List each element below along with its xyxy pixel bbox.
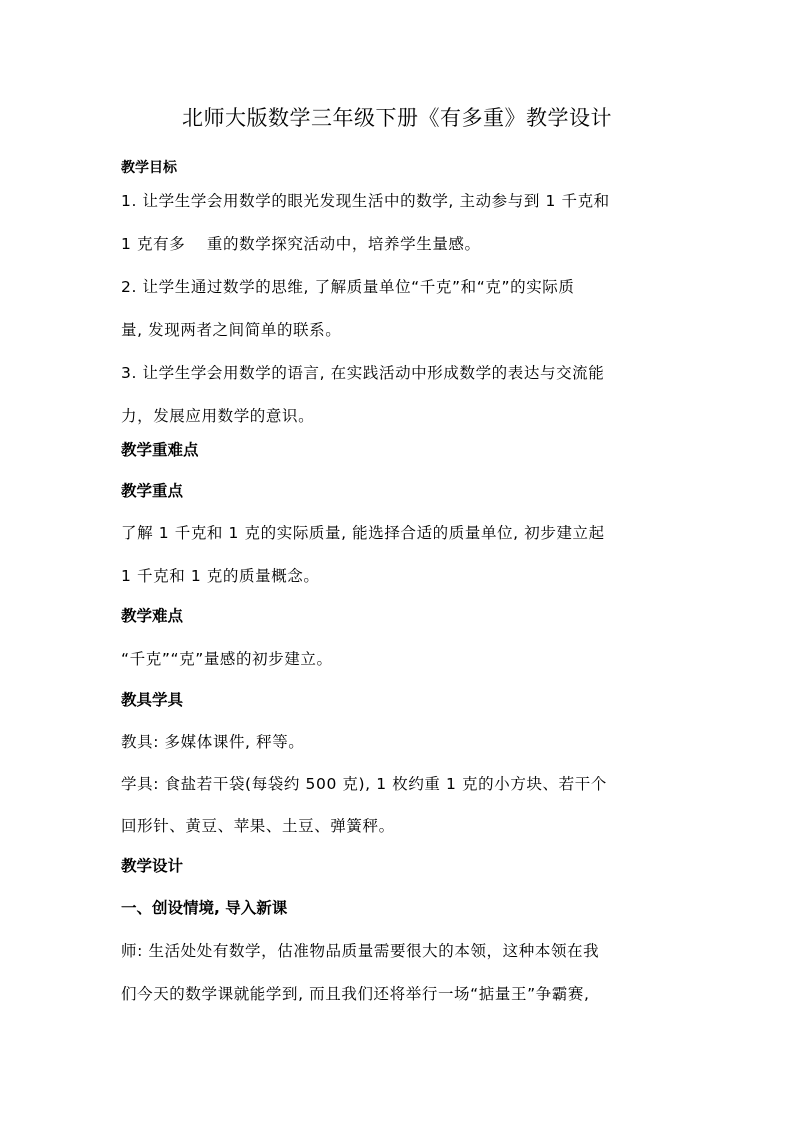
part-one-heading: 一、创设情境, 导入新课 xyxy=(121,899,288,917)
document-title: 北师大版数学三年级下册《有多重》教学设计 xyxy=(182,106,612,130)
objective-1-line-1: 1. 让学生学会用数学的眼光发现生活中的数学, 主动参与到 1 千克和 xyxy=(121,192,610,210)
objective-2-line-2: 量, 发现两者之间简单的联系。 xyxy=(121,321,342,339)
objective-3-line-2: 力，发展应用数学的意识。 xyxy=(121,407,315,425)
part-one-line-2: 们今天的数学课就能学到, 而且我们还将举行一场“掂量王”争霸赛, xyxy=(121,985,590,1003)
key-points-line-2: 1 千克和 1 克的质量概念。 xyxy=(121,567,320,585)
difficult-points-line-1: “千克”“克”量感的初步建立。 xyxy=(121,650,333,668)
teacher-materials: 教具: 多媒体课件, 秤等。 xyxy=(121,733,305,751)
objective-1-line-2: 1 克有多 重的数学探究活动中，培养学生量感。 xyxy=(121,235,481,253)
difficult-points-heading: 教学难点 xyxy=(121,607,184,625)
key-points-line-1: 了解 1 千克和 1 克的实际质量, 能选择合适的质量单位, 初步建立起 xyxy=(121,524,605,542)
objectives-heading: 教学目标 xyxy=(121,160,177,176)
materials-heading: 教具学具 xyxy=(121,691,184,709)
part-one-line-1: 师: 生活处处有数学，估准物品质量需要很大的本领，这种本领在我 xyxy=(121,942,600,960)
student-materials-line-1: 学具: 食盐若干袋(每袋约 500 克), 1 枚约重 1 克的小方块、若干个 xyxy=(121,775,607,793)
design-heading: 教学设计 xyxy=(121,857,184,875)
objective-2-line-1: 2. 让学生通过数学的思维, 了解质量单位“千克”和“克”的实际质 xyxy=(121,278,575,296)
objective-3-line-1: 3. 让学生学会用数学的语言, 在实践活动中形成数学的表达与交流能 xyxy=(121,364,605,382)
key-points-heading: 教学重点 xyxy=(121,482,184,500)
key-difficult-heading: 教学重难点 xyxy=(121,441,199,459)
student-materials-line-2: 回形针、黄豆、苹果、土豆、弹簧秤。 xyxy=(121,817,395,835)
